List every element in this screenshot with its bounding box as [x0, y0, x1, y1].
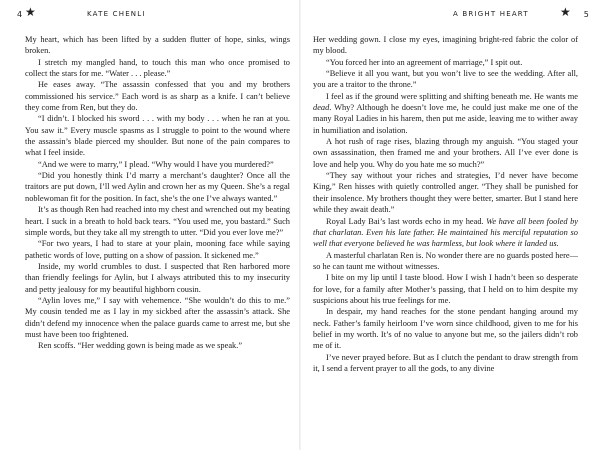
paragraph: “They say without your riches and strategies, I’d never have become King,” Ren hisses with quietly controlled anger. “They shall be punished for their insolence. My brothers thought they were better, smarter. But I stand here while they await death.” — [313, 171, 578, 215]
paragraph: “And we were to marry,” I plead. “Why would I have you murdered?” — [38, 159, 274, 169]
paragraph: I feel as if the ground were splitting and shifting beneath me. He wants me dead. Why? Although he doesn’t love me, he could just make me one of the many Royal Ladies in his harem, then put me aside, leaving me to wither away in humiliation and isolation. — [313, 91, 578, 135]
paragraph: My heart, which has been lifted by a sudden flutter of hope, sinks, wings broken. — [25, 35, 290, 56]
right-page-text — [313, 34, 578, 374]
italic-text: dead — [313, 103, 330, 113]
paragraph: Inside, my world crumbles to dust. I suspected that Ren harbored more than friendly feelings for Aylin, but I always attributed this to my insecurity and petty jealousy for my beautiful highborn cousin. — [25, 261, 290, 294]
paragraph: I’ve never prayed before. But as I clutch the pendant to draw strength from it, I send a fervent prayer to all the gods, to any divine — [313, 352, 578, 373]
italic-text: We have all been fooled by that charlatan. Even his late father. He maintained his merciful reputation so well that everyone believed he was harmless, but look where it landed us. — [313, 216, 578, 249]
paragraph: “Did you honestly think I’d marry a merchant’s daughter? Once all the traitors are put down, I’ll wed Aylin and crown her as my Queen. She’s a regal noblewoman fit for the position. In fact, she’s the one I’ve always wanted.” — [25, 171, 290, 203]
paragraph: “For two years, I had to stare at your plain, mooning face while saying pathetic words of love, putting on a show of passion. It sickened me.” — [25, 239, 290, 260]
paragraph: I bite on my lip until I taste blood. How I wish I hadn’t been so desperate for love, for a family after Mother’s passing, that I held on to him despite my suspicions about his true feelings for me. — [313, 273, 578, 305]
paragraph: In despair, my hand reaches for the stone pendant hanging around my neck. Father’s family heirloom I’ve worn since childhood, given to me for his belief in my worth. It’s of no value to anyone but me, so the jailers didn’t rob me of it. — [313, 307, 578, 351]
star-ornament-icon: ★ — [25, 5, 37, 19]
paragraph: Ren scoffs. “Her wedding gown is being made as we speak.” — [38, 341, 243, 351]
left-running-head: KATE CHENLI — [87, 10, 146, 18]
right-page-header — [313, 0, 590, 34]
paragraph: “I didn’t. I blocked his sword . . . with my body . . . when he ran at you. You saw it.” Every muscle spasms as I struggle to point to the wound where the assassin’s blade pierced my shoulder. But none of the pain compares to what I feel inside. — [25, 114, 290, 158]
right-page-number: 5 — [583, 10, 590, 19]
left-page-header — [17, 0, 290, 34]
left-page-number: 4 — [17, 10, 24, 19]
paragraph: Royal Lady Bai’s last words echo in my head. We have all been fooled by that charlatan. Even his late father. He maintained his merciful reputation so well that everyone believed he was harmless, but look where it landed us. — [313, 216, 578, 249]
right-running-head: A BRIGHT HEART — [453, 10, 529, 18]
paragraph: A hot rush of rage rises, blazing through my anguish. “You staged your own assassination, then framed me and your brothers. All I’ve ever done is love and help you. Why do you hate me so much?” — [313, 137, 578, 169]
paragraph: I stretch my mangled hand, to touch this man who once promised to collect the stars for me. “Water . . . please.” — [25, 57, 290, 79]
star-ornament-icon: ★ — [560, 5, 572, 19]
paragraph: He eases away. “The assassin confessed that you and my brothers commissioned his service.” Each word is as sharp as a knife. I can’t believe they come from Ren, but they do. — [25, 80, 290, 113]
right-page — [300, 0, 600, 450]
paragraph: A masterful charlatan Ren is. No wonder there are no guards posted here—so he can taunt me without witnesses. — [313, 250, 578, 271]
paragraph: It’s as though Ren had reached into my chest and wrenched out my beating heart. I suck in a breath to hold back tears. “You used me, you bastard.” Such simple words, but they take all my strength to utter. “Did you ever love me?” — [25, 205, 290, 237]
left-page-text — [25, 34, 290, 352]
paragraph: Her wedding gown. I close my eyes, imagining bright-red fabric the color of my blood. — [313, 35, 578, 56]
paragraph: “Aylin loves me,” I say with vehemence. “She wouldn’t do this to me.” My cousin tended me as I lay in my sickbed after the assassin’s attack. She didn’t defend my innocence when the palace guards came to arrest me, but she must have been too frightened. — [25, 295, 290, 339]
paragraph: “You forced her into an agreement of marriage,” I spit out. — [326, 57, 523, 67]
paragraph: “Believe it all you want, but you won’t live to see the wedding. After all, you are a traitor to the throne.” — [313, 69, 578, 90]
